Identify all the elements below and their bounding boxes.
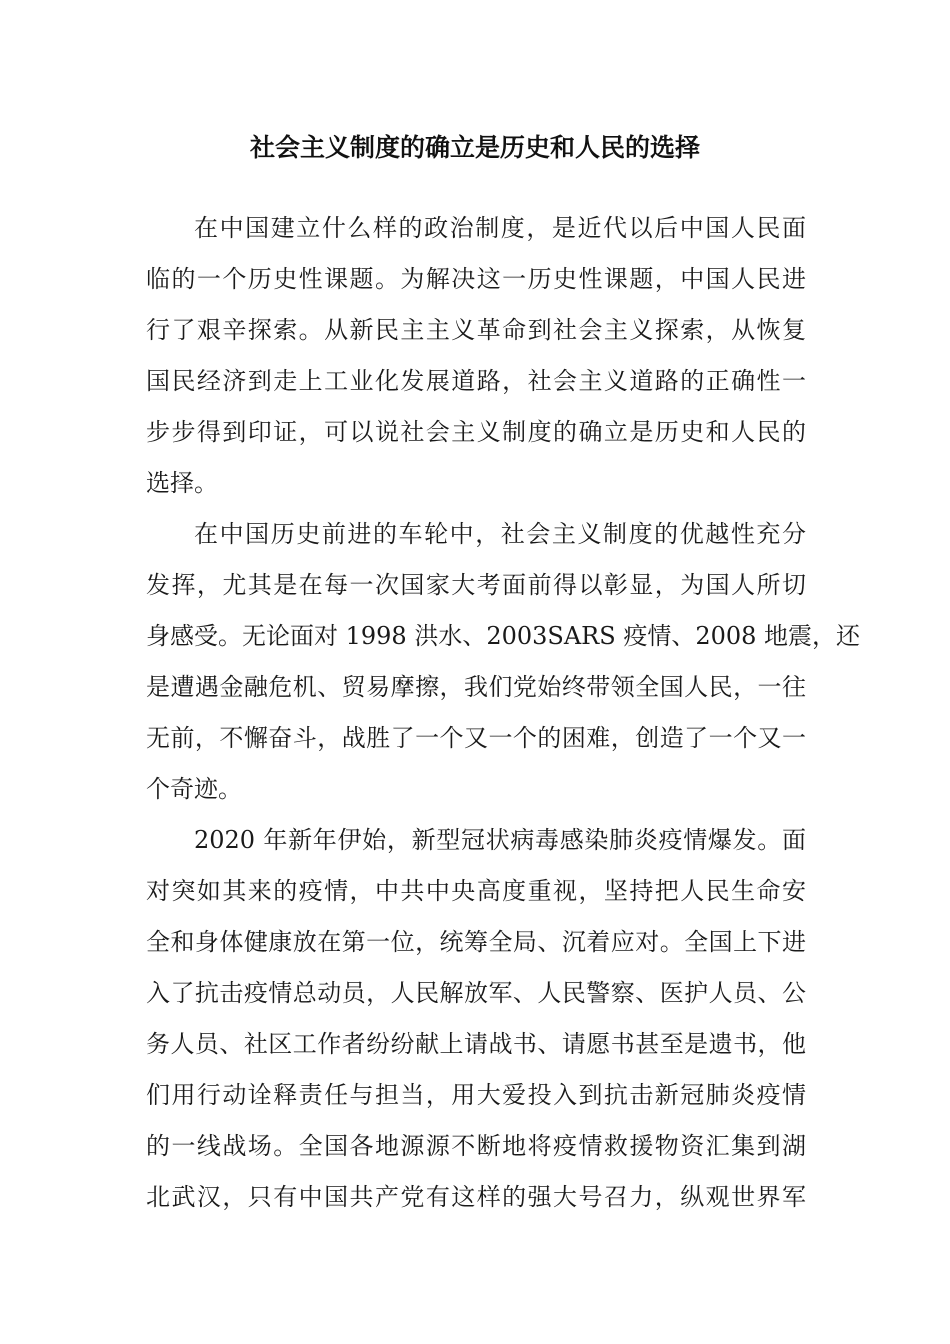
paragraph-line: 国民经济到走上工业化发展道路，社会主义道路的正确性一 xyxy=(146,367,806,395)
paragraph-line: 是遭遇金融危机、贸易摩擦，我们党始终带领全国人民，一往 xyxy=(146,673,806,701)
paragraph-line: 的一线战场。全国各地源源不断地将疫情救援物资汇集到湖 xyxy=(146,1132,806,1160)
paragraph-line: 无前，不懈奋斗，战胜了一个又一个的困难，创造了一个又一 xyxy=(146,724,806,752)
paragraph-line: 北武汉，只有中国共产党有这样的强大号召力，纵观世界军 xyxy=(146,1183,806,1211)
paragraph-2 xyxy=(146,509,861,815)
paragraph-3 xyxy=(146,815,806,1223)
paragraph-line: 行了艰辛探索。从新民主主义革命到社会主义探索，从恢复 xyxy=(146,316,806,344)
paragraph-line: 在中国建立什么样的政治制度，是近代以后中国人民面 xyxy=(194,214,806,242)
paragraph-line: 们用行动诠释责任与担当，用大爱投入到抗击新冠肺炎疫情 xyxy=(146,1081,806,1109)
paragraph-line: 临的一个历史性课题。为解决这一历史性课题，中国人民进 xyxy=(146,265,806,293)
paragraph-line: 选择。 xyxy=(146,469,218,497)
paragraph-line: 在中国历史前进的车轮中，社会主义制度的优越性充分 xyxy=(194,520,806,548)
paragraph-line: 2020 年新年伊始，新型冠状病毒感染肺炎疫情爆发。面 xyxy=(194,826,806,854)
paragraph-line: 入了抗击疫情总动员，人民解放军、人民警察、医护人员、公 xyxy=(146,979,806,1007)
paragraph-line: 个奇迹。 xyxy=(146,775,242,803)
paragraph-line: 对突如其来的疫情，中共中央高度重视，坚持把人民生命安 xyxy=(146,877,806,905)
paragraph-1 xyxy=(146,203,806,509)
paragraph-line: 全和身体健康放在第一位，统筹全局、沉着应对。全国上下进 xyxy=(146,928,806,956)
paragraph-line: 务人员、社区工作者纷纷献上请战书、请愿书甚至是遗书，他 xyxy=(146,1030,806,1058)
document-title: 社会主义制度的确立是历史和人民的选择 xyxy=(249,133,700,162)
document-body xyxy=(146,203,861,1223)
paragraph-line: 步步得到印证，可以说社会主义制度的确立是历史和人民的 xyxy=(146,418,806,446)
paragraph-line: 身感受。无论面对 1998 洪水、2003SARS 疫情、2008 地震，还 xyxy=(146,622,861,650)
paragraph-line: 发挥，尤其是在每一次国家大考面前得以彰显，为国人所切 xyxy=(146,571,806,599)
